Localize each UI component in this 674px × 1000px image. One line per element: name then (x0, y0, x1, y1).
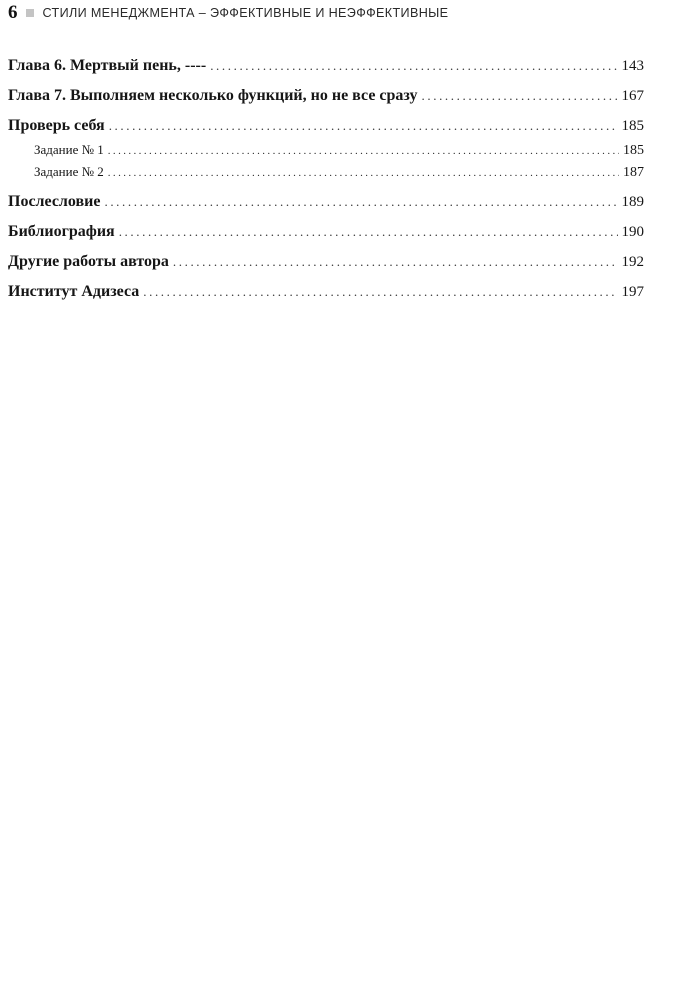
toc-entry-title: Другие работы автора (8, 253, 169, 270)
toc-entry-title: Глава 6. Мертвый пень, ---- (8, 57, 207, 74)
dot-leader (108, 145, 619, 157)
toc-entry-chapter-7 (8, 87, 644, 105)
dot-leader (422, 88, 618, 104)
dot-leader (210, 58, 617, 74)
toc-entry-page: 185 (621, 118, 644, 134)
toc-entry-other-works (8, 253, 644, 271)
toc-entry-title: Задание № 1 (34, 142, 104, 157)
toc-entry-page: 185 (623, 143, 644, 158)
toc-entry-title: Институт Адизеса (8, 283, 140, 300)
toc-entry-title: Проверь себя (8, 117, 105, 134)
toc-entry-check-yourself (8, 117, 644, 135)
toc-entry-task-1 (8, 142, 644, 159)
dot-leader (119, 224, 618, 240)
page-number: 6 (8, 2, 18, 23)
dot-leader (143, 284, 617, 300)
square-bullet-icon (26, 9, 34, 17)
toc-entry-adizes-institute (8, 283, 644, 301)
toc-entry-task-2 (8, 164, 644, 181)
toc-entry-page: 187 (623, 165, 644, 180)
toc-entry-page: 167 (621, 88, 644, 104)
table-of-contents (8, 57, 644, 301)
toc-entry-page: 197 (621, 284, 644, 300)
toc-entry-page: 190 (621, 224, 644, 240)
dot-leader (109, 118, 618, 134)
toc-entry-page: 189 (621, 194, 644, 210)
dot-leader (108, 167, 619, 179)
toc-entry-chapter-6 (8, 57, 644, 75)
running-title: СТИЛИ МЕНЕДЖМЕНТА – ЭФФЕКТИВНЫЕ И НЕЭФФЕКТИВНЫЕ (42, 6, 449, 20)
toc-entry-afterword (8, 193, 644, 211)
dot-leader (104, 194, 617, 210)
running-header (8, 1, 448, 25)
dot-leader (173, 254, 618, 270)
toc-entry-title: Послесловие (8, 193, 101, 210)
toc-entry-page: 192 (621, 254, 644, 270)
toc-entry-title: Задание № 2 (34, 164, 104, 179)
toc-entry-page: 143 (621, 58, 644, 74)
toc-entry-title: Глава 7. Выполняем несколько функций, но не все сразу (8, 87, 418, 104)
toc-entry-bibliography (8, 223, 644, 241)
toc-entry-title: Библиография (8, 223, 115, 240)
